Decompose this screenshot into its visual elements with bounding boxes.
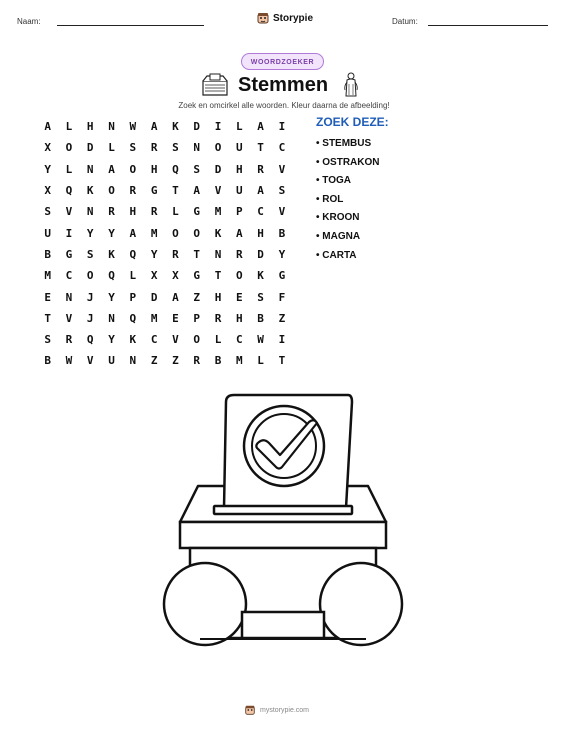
grid-letter[interactable]: A [257,184,264,198]
grid-row [37,265,297,286]
grid-letter[interactable]: P [193,311,201,325]
grid-letter[interactable]: Q [129,311,137,325]
name-label: Naam: [17,17,41,26]
grid-letter[interactable]: R [172,247,179,261]
grid-letter[interactable]: I [214,120,222,134]
grid-letter[interactable]: O [193,226,201,240]
grid-letter[interactable]: Y [108,226,115,240]
grid-letter[interactable]: L [129,269,137,283]
grid-letter[interactable]: N [108,311,115,325]
grid-letter[interactable]: R [193,354,201,368]
grid-letter[interactable]: S [172,141,179,155]
left-wheel [164,563,246,645]
grid-letter[interactable]: R [257,162,264,176]
grid-letter[interactable]: S [44,205,51,219]
name-line[interactable] [57,25,204,26]
grid-letter[interactable]: W [129,120,137,134]
grid-letter[interactable]: M [150,226,158,240]
word-search-grid[interactable] [37,116,297,372]
grid-letter[interactable]: T [172,184,179,198]
grid-letter[interactable]: C [150,333,158,347]
grid-letter[interactable]: G [193,269,201,283]
grid-letter[interactable]: K [214,226,222,240]
grid-letter[interactable]: R [214,311,222,325]
date-line[interactable] [428,25,548,26]
grid-letter[interactable]: V [278,205,286,219]
word-item: • ROL [316,193,344,205]
grid-letter[interactable]: Y [150,247,158,261]
grid-letter[interactable]: D [150,290,158,304]
word-item: • OSTRAKON [316,156,380,168]
grid-letter[interactable]: R [236,247,243,261]
grid-letter[interactable]: A [257,120,264,134]
grid-letter[interactable]: D [257,247,264,261]
worksheet-header [0,0,566,36]
grid-letter[interactable]: S [129,141,137,155]
word-list [316,115,389,265]
grid-letter[interactable]: Q [172,162,179,176]
grid-letter[interactable]: X [172,269,179,283]
grid-letter[interactable]: F [278,290,286,304]
word-item: • MAGNA [316,230,361,242]
grid-letter[interactable]: G [65,247,73,261]
brand-logo [256,10,313,26]
grid-letter[interactable]: E [172,311,179,325]
grid-letter[interactable]: H [257,226,264,240]
grid-letter[interactable]: O [172,226,179,240]
grid-row [37,286,297,307]
grid-letter[interactable]: C [257,205,264,219]
grid-letter[interactable]: N [86,162,94,176]
word-item: • KROON [316,212,360,224]
mascot-icon [256,11,270,25]
grid-letter[interactable]: L [65,120,73,134]
grid-letter[interactable]: E [44,290,51,304]
word-item: • STEMBUS [316,138,372,149]
grid-letter[interactable]: L [257,354,264,368]
grid-letter[interactable]: L [236,120,243,134]
footer-url[interactable]: mystorypie.com [260,706,310,714]
grid-letter[interactable]: Y [108,333,115,347]
grid-letter[interactable]: P [129,290,137,304]
grid-letter[interactable]: R [108,205,115,219]
grid-letter[interactable]: X [44,184,51,198]
grid-letter[interactable]: G [193,205,201,219]
grid-letter[interactable]: A [108,162,115,176]
grid-letter[interactable]: Y [278,247,286,261]
box-slot [214,506,352,514]
grid-letter[interactable]: S [193,162,201,176]
box-base [242,612,324,638]
grid-letter[interactable]: W [257,333,264,347]
grid-letter[interactable]: Z [193,290,201,304]
angel-statue-icon [343,72,359,98]
instruction-text: Zoek en omcirkel alle woorden. Kleur daarna de afbeelding! [178,101,390,110]
grid-row [37,308,297,329]
grid-letter[interactable]: A [172,290,179,304]
grid-letter[interactable]: N [193,141,201,155]
grid-letter[interactable]: P [236,205,243,219]
grid-letter[interactable]: A [129,226,137,240]
grid-letter[interactable]: D [193,120,201,134]
grid-letter[interactable]: A [150,120,158,134]
grid-letter[interactable]: Y [108,290,115,304]
grid-letter[interactable]: H [236,162,243,176]
grid-letter[interactable]: S [86,247,94,261]
grid-letter[interactable]: C [278,141,286,155]
grid-letter[interactable]: O [193,333,201,347]
ballot-box-illustration[interactable] [160,390,406,652]
grid-letter[interactable]: R [150,205,158,219]
grid-letter[interactable]: O [108,184,115,198]
grid-letter[interactable]: T [257,141,264,155]
grid-letter[interactable]: K [108,247,115,261]
grid-letter[interactable]: U [44,226,51,240]
grid-letter[interactable]: K [129,333,137,347]
grid-letter[interactable]: Q [65,184,73,198]
grid-letter[interactable]: M [236,354,243,368]
right-wheel [320,563,402,645]
grid-letter[interactable]: K [257,269,264,283]
grid-letter[interactable]: R [65,333,73,347]
grid-letter[interactable]: B [257,311,264,325]
grid-letter[interactable]: H [150,162,158,176]
grid-letter[interactable]: N [129,354,137,368]
grid-letter[interactable]: S [44,333,51,347]
grid-letter[interactable]: Y [86,226,94,240]
grid-letter[interactable]: X [150,269,158,283]
grid-letter[interactable]: V [214,184,222,198]
grid-letter[interactable]: K [172,120,179,134]
grid-letter[interactable]: X [44,141,51,155]
grid-letter[interactable]: I [65,226,73,240]
grid-letter[interactable]: Y [44,162,51,176]
word-item: • TOGA [316,175,351,187]
grid-letter[interactable]: E [236,290,243,304]
grid-letter[interactable]: V [65,205,73,219]
page-title: Stemmen [238,74,329,96]
grid-letter[interactable]: B [44,247,51,261]
grid-row [37,180,297,201]
grid-letter[interactable]: Z [172,354,179,368]
word-item: • CARTA [316,249,357,261]
grid-letter[interactable]: I [278,333,286,347]
footer [244,704,309,716]
grid-letter[interactable]: S [257,290,264,304]
worksheet-type-badge: WOORDZOEKER [241,53,324,70]
grid-letter[interactable]: G [150,184,158,198]
brand-name: Storypie [273,12,314,24]
grid-letter[interactable]: K [86,184,94,198]
grid-row [37,329,297,350]
grid-letter[interactable]: U [236,184,243,198]
grid-letter[interactable]: B [278,226,286,240]
grid-letter[interactable]: G [278,269,286,283]
grid-letter[interactable]: N [65,290,73,304]
grid-row [37,222,297,243]
grid-letter[interactable]: C [65,269,73,283]
grid-row [37,116,297,137]
grid-letter[interactable]: V [278,162,286,176]
grid-letter[interactable]: A [193,184,201,198]
grid-letter[interactable]: W [65,354,73,368]
grid-letter[interactable]: V [86,354,94,368]
grid-letter[interactable]: Q [129,247,137,261]
grid-letter[interactable]: N [86,205,94,219]
grid-letter[interactable]: Q [108,269,115,283]
grid-letter[interactable]: L [172,205,179,219]
grid-row [37,244,297,265]
grid-letter[interactable]: I [278,120,286,134]
grid-letter[interactable]: U [108,354,115,368]
grid-letter[interactable]: T [214,269,222,283]
ballot-box-icon [201,73,229,97]
grid-letter[interactable]: M [214,205,222,219]
grid-letter[interactable]: H [86,120,94,134]
grid-letter[interactable]: B [214,354,222,368]
grid-letter[interactable]: N [214,247,222,261]
grid-letter[interactable]: L [214,333,222,347]
grid-letter[interactable]: H [214,290,222,304]
grid-letter[interactable]: T [278,354,286,368]
grid-letter[interactable]: V [172,333,179,347]
grid-letter[interactable]: Z [150,354,158,368]
grid-letter[interactable]: C [236,333,243,347]
grid-letter[interactable]: M [44,269,51,283]
grid-letter[interactable]: D [214,162,222,176]
grid-letter[interactable]: B [44,354,51,368]
date-label: Datum: [392,17,418,26]
grid-letter[interactable]: T [193,247,201,261]
grid-row [37,350,297,371]
grid-letter[interactable]: R [150,141,158,155]
grid-letter[interactable]: Q [86,333,94,347]
grid-letter[interactable]: H [129,205,137,219]
grid-letter[interactable]: N [108,120,115,134]
grid-letter[interactable]: T [44,311,51,325]
grid-letter[interactable]: L [108,141,115,155]
grid-letter[interactable]: M [150,311,158,325]
grid-letter[interactable]: J [86,311,94,325]
mascot-icon [244,704,256,716]
grid-letter[interactable]: O [86,269,94,283]
word-items [316,135,389,265]
grid-row [37,159,297,180]
grid-letter[interactable]: V [65,311,73,325]
grid-letter[interactable]: U [236,141,243,155]
grid-letter[interactable]: D [86,141,94,155]
grid-letter[interactable]: J [86,290,94,304]
grid-row [37,137,297,158]
grid-letter[interactable]: L [65,162,73,176]
grid-letter[interactable]: O [129,162,137,176]
box-band [180,522,386,548]
grid-row [37,201,297,222]
grid-letter[interactable]: Z [278,311,286,325]
grid-letter[interactable]: R [129,184,137,198]
grid-letter[interactable]: O [236,269,243,283]
grid-letter[interactable]: S [278,184,286,198]
word-list-title: ZOEK DEZE: [316,115,389,129]
grid-letter[interactable]: O [65,141,73,155]
grid-letter[interactable]: A [236,226,243,240]
grid-letter[interactable]: A [44,120,51,134]
grid-letter[interactable]: H [236,311,243,325]
grid-letter[interactable]: O [214,141,222,155]
